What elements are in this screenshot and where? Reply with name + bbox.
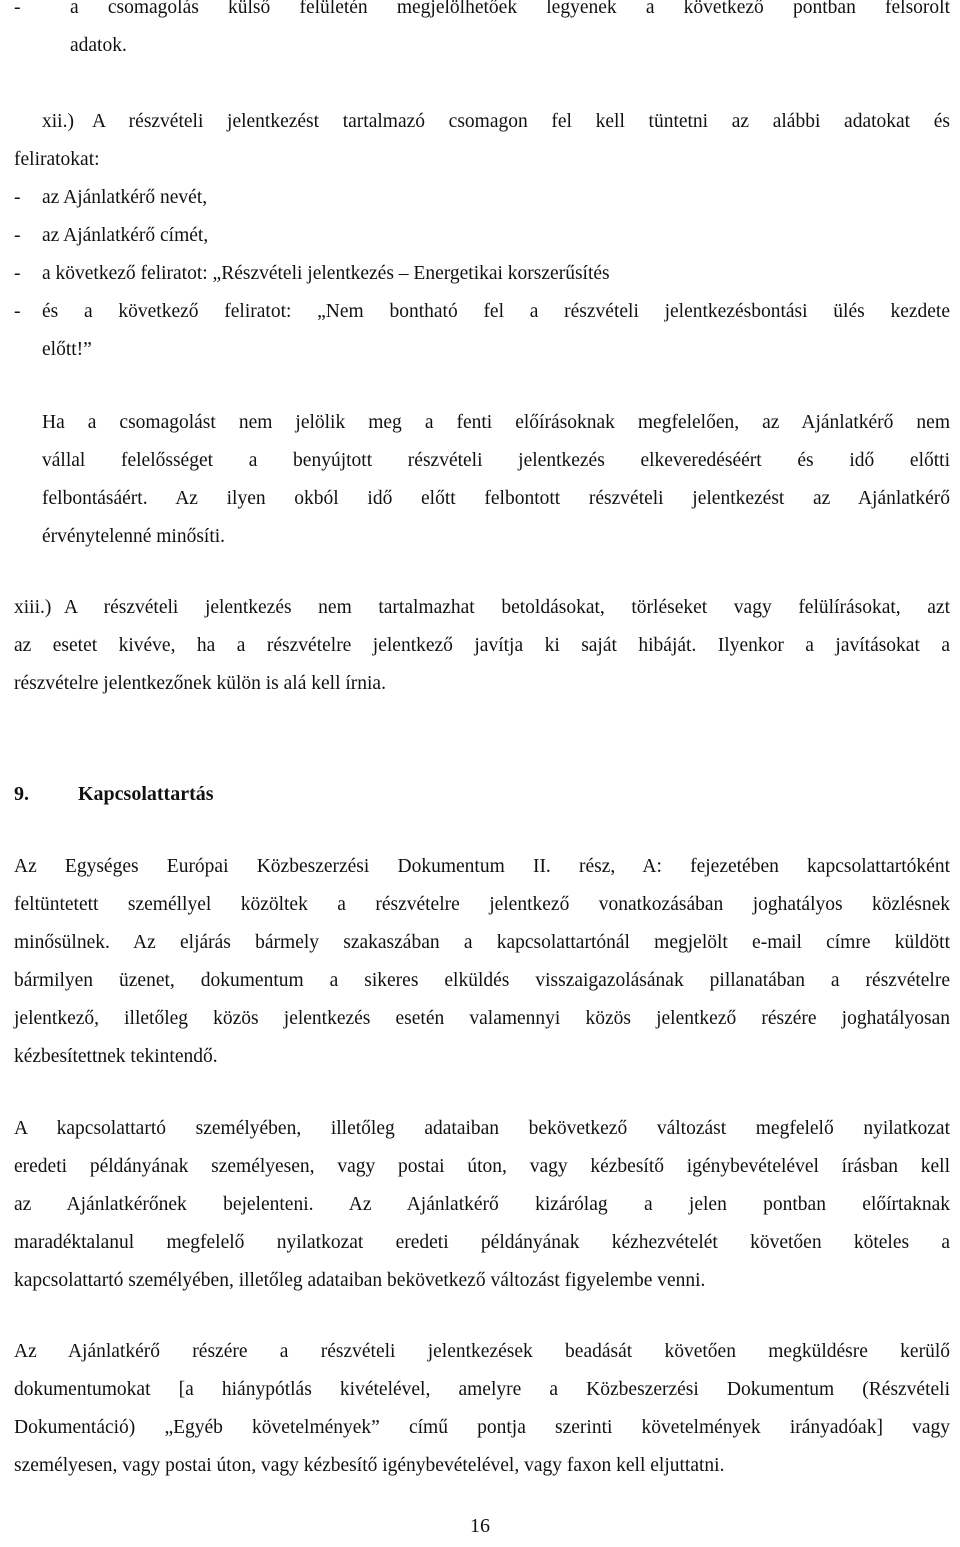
paragraph-line: az Ajánlatkérőnek bejelenteni. Az Ajánlatkérő kizárólag a jelen pontban előírtaknak (14, 1194, 950, 1215)
paragraph-line: vállal felelősséget a benyújtott részvételi jelentkezés elkeveredéséért és idő előtti (42, 450, 950, 471)
page-number: 16 (470, 1515, 490, 1537)
paragraph-line: minősülnek. Az eljárás bármely szakaszában a kapcsolattartónál megjelölt e-mail címre küldött (14, 932, 950, 953)
list-dash: - (14, 225, 21, 246)
paragraph-line: felbontásáért. Az ilyen okból idő előtt felbontott részvételi jelentkezést az Ajánlatkérő (42, 488, 950, 509)
section-intro: feliratokat: (14, 149, 100, 170)
list-item-text: előtt!” (42, 339, 92, 360)
paragraph-line: dokumentumokat [a hiánypótlás kivételével, amelyre a Közbeszerzési Dokumentum (Részvételi (14, 1379, 950, 1400)
paragraph-line: bármilyen üzenet, dokumentum a sikeres elküldés visszaigazolásának pillanatában a részvételre (14, 970, 950, 991)
paragraph-line: Az Egységes Európai Közbeszerzési Dokumentum II. rész, A: fejezetében kapcsolattartóként (14, 856, 950, 877)
heading-title: Kapcsolattartás (78, 783, 214, 805)
list-item-text: adatok. (70, 35, 127, 56)
paragraph-line: A kapcsolattartó személyében, illetőleg adataiban bekövetkező változást megfelelő nyilatkozat (14, 1118, 950, 1139)
paragraph-line: az esetet kivéve, ha a részvételre jelentkező javítja ki saját hibáját. Ilyenkor a javításokat a (14, 635, 950, 656)
section-number: xiii.) (14, 597, 52, 618)
paragraph-line: eredeti példányának személyesen, vagy postai úton, vagy kézbesítő igénybevételével írásban kell (14, 1156, 950, 1177)
list-dash: - (14, 301, 21, 322)
paragraph-line: érvénytelenné minősíti. (42, 526, 226, 547)
paragraph-line: maradéktalanul megfelelő nyilatkozat eredeti példányának kézhezvételét követően köteles a (14, 1232, 950, 1253)
paragraph-line: A részvételi jelentkezés nem tartalmazhat betoldásokat, törléseket vagy felülírásokat, azt (64, 597, 950, 618)
heading-number: 9. (14, 783, 29, 805)
paragraph-line: kapcsolattartó személyében, illetőleg adataiban bekövetkező változást figyelembe venni. (14, 1270, 706, 1291)
list-item-text: az Ajánlatkérő címét, (42, 225, 209, 246)
paragraph-line: személyesen, vagy postai úton, vagy kézbesítő igénybevételével, vagy faxon kell eljuttatni. (14, 1455, 725, 1476)
list-dash: - (14, 263, 21, 284)
paragraph-line: Az Ajánlatkérő részére a részvételi jelentkezések beadását követően megküldésre kerülő (14, 1341, 950, 1362)
paragraph-line: Dokumentáció) „Egyéb követelmények” című pontja szerinti követelmények irányadóak] vagy (14, 1417, 950, 1438)
section-intro: A részvételi jelentkezést tartalmazó csomagon fel kell tüntetni az alábbi adatokat és (92, 111, 950, 132)
paragraph-line: feltüntetett személlyel közöltek a részvételre jelentkező vonatkozásában joghatályos közlésnek (14, 894, 950, 915)
paragraph-line: jelentkező, illetőleg közös jelentkezés esetén valamennyi közös jelentkező részére joghatályosan (14, 1008, 950, 1029)
paragraph-line: részvételre jelentkezőnek külön is alá kell írnia. (14, 673, 386, 694)
section-number: xii.) (42, 111, 74, 132)
paragraph-line: kézbesítettnek tekintendő. (14, 1046, 218, 1067)
list-item-text: és a következő feliratot: „Nem bontható fel a részvételi jelentkezésbontási ülés kezdete (42, 301, 950, 322)
list-item-text: a következő feliratot: „Részvételi jelentkezés – Energetikai korszerűsítés (42, 263, 610, 284)
paragraph-line: Ha a csomagolást nem jelölik meg a fenti előírásoknak megfelelően, az Ajánlatkérő nem (42, 412, 950, 433)
list-item-text: a csomagolás külső felületén megjelölhetőek legyenek a következő pontban felsorolt (70, 0, 950, 18)
list-dash: - (14, 187, 21, 208)
list-item-text: az Ajánlatkérő nevét, (42, 187, 208, 208)
list-dash: - (14, 0, 21, 18)
